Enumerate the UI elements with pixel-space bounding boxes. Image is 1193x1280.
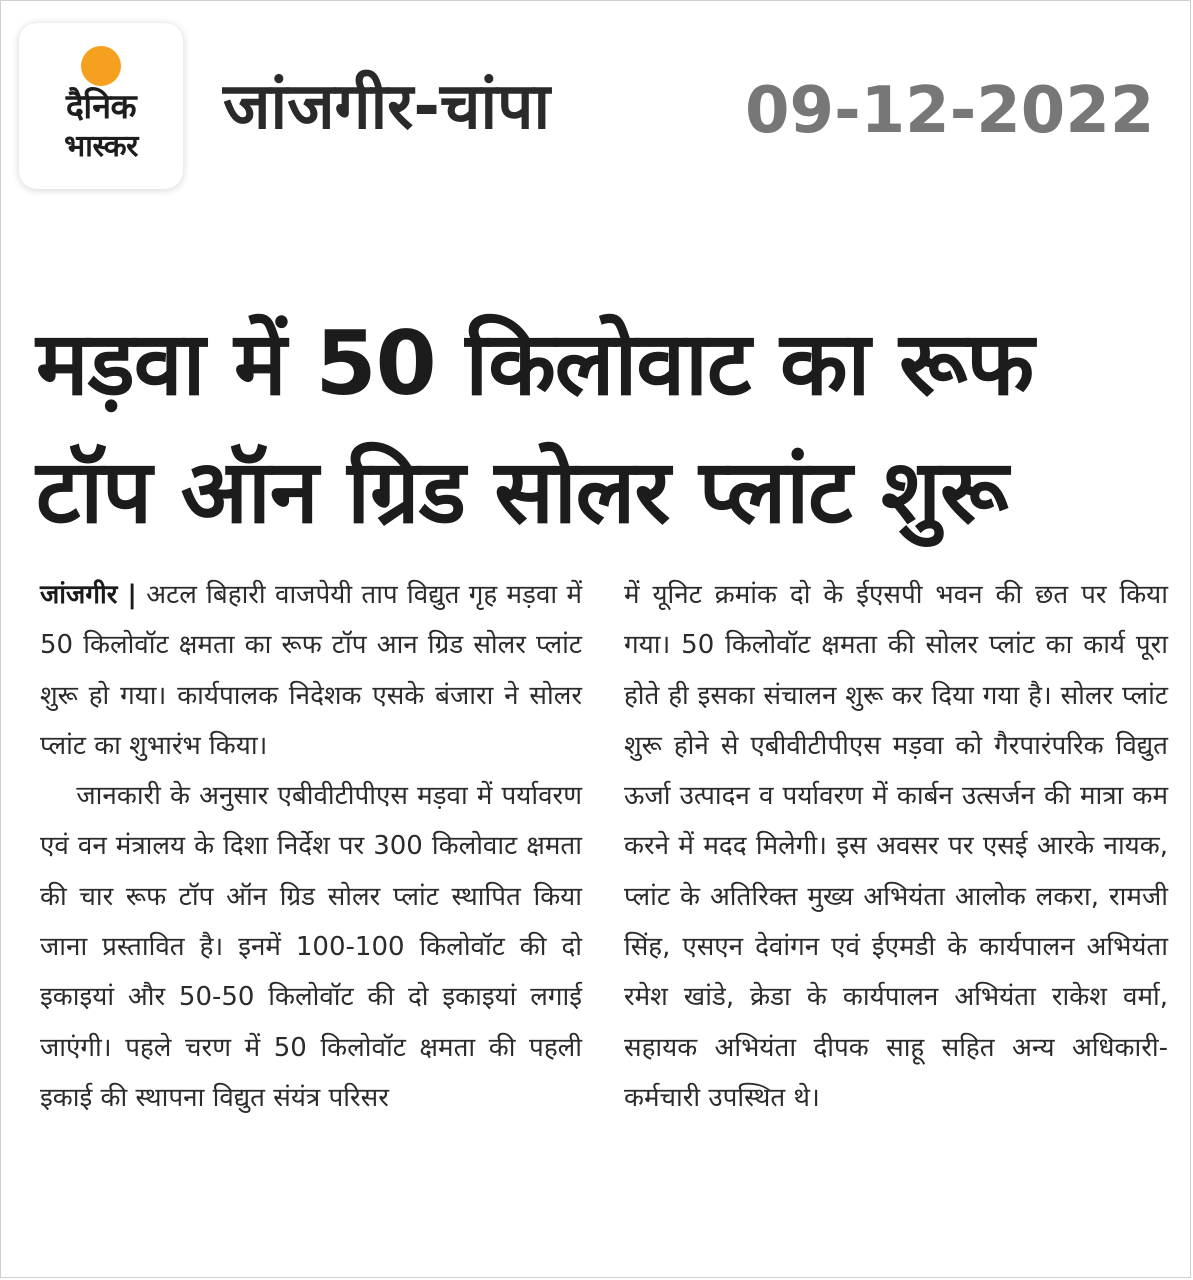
headline — [36, 300, 1176, 556]
article-column-right — [624, 570, 1168, 1123]
logo-text-line1: दैनिक — [65, 87, 137, 127]
logo-text-line2: भास्कर — [64, 129, 138, 164]
edition-date: 09-12-2022 — [745, 74, 1155, 148]
article-paragraph-1 — [40, 570, 582, 771]
headline-line-2: टॉप ऑन ग्रिड सोलर प्लांट शुरू — [36, 440, 1008, 543]
dainik-bhaskar-logo — [19, 23, 183, 189]
sun-icon — [81, 46, 121, 86]
paragraph-1-text: अटल बिहारी वाजपेयी ताप विद्युत गृह मड़वा में 50 किलोवॉट क्षमता का रूफ टॉप आन ग्रिड सोलर प्लांट शुरू हो गया। कार्यपालक निदेशक एसके बंजारा ने सोलर प्लांट का शुभारंभ किया। — [40, 580, 583, 761]
article-paragraph-2: जानकारी के अनुसार एबीवीटीपीएस मड़वा में पर्यावरण एवं वन मंत्रालय के दिशा निर्देश पर 300 किलोवाट क्षमता की चार रूफ टॉप ऑन ग्रिड सोलर प्लांट स्थापित किया जाना प्रस्तावित है। इनमें 100-100 किलोवॉट की दो इकाइयां और 50-50 किलोवॉट की दो इकाइयां लगाई जाएंगी। पहले चरण में 50 किलोवॉट क्षमता की पहली इकाई की स्थापना विद्युत संयंत्र परिसर — [40, 781, 582, 1113]
headline-line-1: मड़वा में 50 किलोवाट का रूफ — [36, 312, 1034, 415]
edition-city: जांजगीर-चांपा — [223, 70, 551, 144]
dateline: जांजगीर | — [40, 580, 137, 610]
article-column-left — [40, 570, 582, 1123]
article-paragraph-3: में यूनिट क्रमांक दो के ईएसपी भवन की छत पर किया गया। 50 किलोवॉट क्षमता की सोलर प्लांट का कार्य पूरा होते ही इसका संचालन शुरू कर दिया गया है। सोलर प्लांट शुरू होने से एबीवीटीपीएस मड़वा को गैरपारंपरिक विद्युत ऊर्जा उत्पादन व पर्यावरण में कार्बन उत्सर्जन की मात्रा कम करने में मदद मिलेगी। इस अवसर पर एसई आरके नायक, प्लांट के अतिरिक्त मुख्य अभियंता आलोक लकरा, रामजी सिंह, एसएन देवांगन एवं ईएमडी के कार्यपालन अभियंता रमेश खांडे, क्रेडा के कार्यपालन अभियंता राकेश वर्मा, सहायक अभियंता दीपक साहू सहित अन्य अधिकारी-कर्मचारी उपस्थित थे। — [624, 580, 1168, 1113]
